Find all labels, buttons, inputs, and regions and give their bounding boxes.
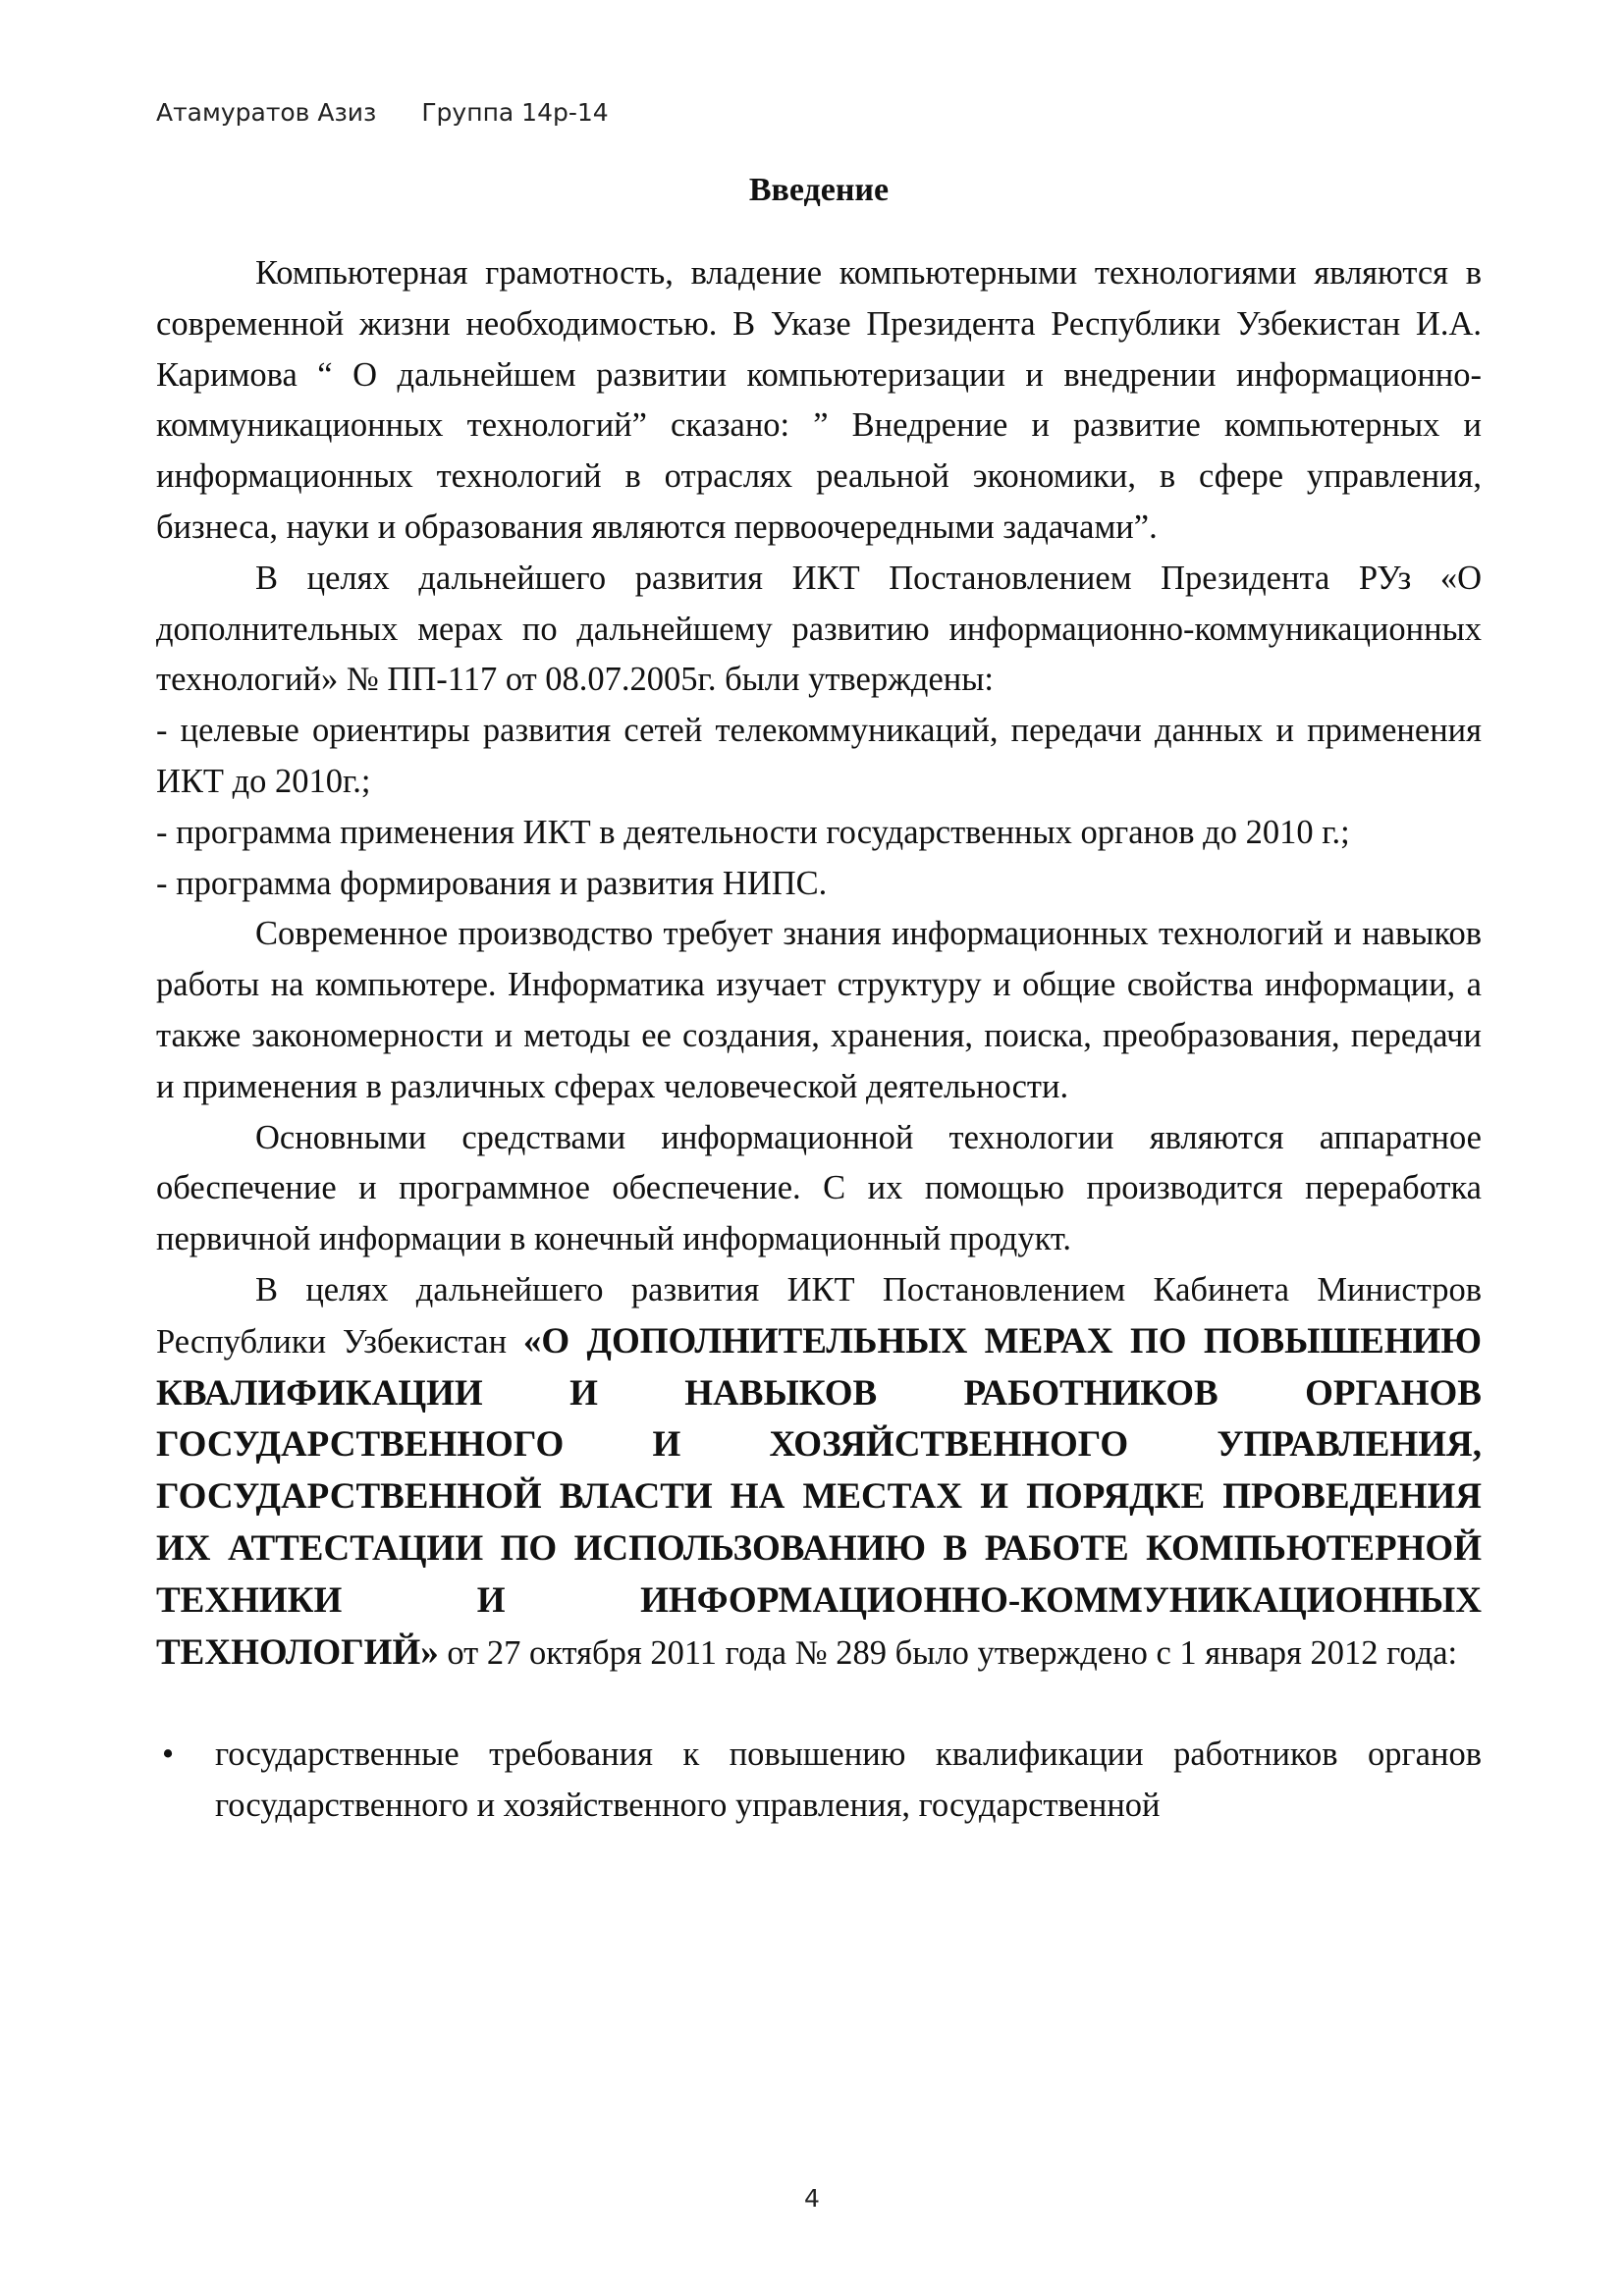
dash-item-program-ikt: - программа применения ИКТ в деятельности государственных органов до 2010 г.; [156, 813, 1350, 851]
document-body [156, 248, 1482, 1832]
spacer [156, 1679, 1482, 1730]
dash-item-program-nips: - программа формирования и развития НИПС. [156, 864, 828, 902]
paragraph-cabinet-resolution [156, 1265, 1482, 1679]
resolution-title: «О ДОПОЛНИТЕЛЬНЫХ МЕРАХ ПО ПОВЫШЕНИЮ КВАЛИФИКАЦИИ И НАВЫКОВ РАБОТНИКОВ ОРГАНОВ ГОСУДАРСТВЕННОГО И ХОЗЯЙСТВЕННОГО УПРАВЛЕНИЯ, ГОСУДАРСТВЕННОЙ ВЛАСТИ НА МЕСТАХ И ПОРЯДКЕ ПРОВЕДЕНИЯ ИХ АТТЕСТАЦИИ ПО ИСПОЛЬЗОВАНИЮ В РАБОТЕ КОМПЬЮТЕРНОЙ ТЕХНИКИ И ИНФОРМАЦИОННО-КОММУНИКАЦИОННЫХ ТЕХНОЛОГИЙ» [156, 1320, 1482, 1673]
dash-item-targets: - целевые ориентиры развития сетей телекоммуникаций, передачи данных и применения ИКТ до 2010г.; [156, 712, 1482, 800]
resolution-intro-text: В целях дальнейшего развития ИКТ Постановлением Кабинета Министров Республики Узбекистан [156, 1270, 1482, 1361]
bullet-icon: • [162, 1735, 175, 1774]
paragraph-decree: В целях дальнейшего развития ИКТ Постановлением Президента РУз «О дополнительных мерах по дальнейшему развитию информационно-коммуникационных технологий» № ПП-117 от 08.07.2005г. были утверждены: [156, 559, 1482, 699]
paragraph-production: Современное производство требует знания информационных технологий и навыков работы на компьютере. Информатика изучает структуру и общие свойства информации, а также закономерности и методы ее создания, хранения, поиска, преобразования, передачи и применения в различных сферах человеческой деятельности. [156, 915, 1482, 1105]
bullet-text: государственные требования к повышению квалификации работников органов государственного и хозяйственного управления, государственной [215, 1735, 1482, 1825]
bullet-list-item [156, 1730, 1482, 1832]
page-header [156, 98, 609, 127]
author-name: Атамуратов Азиз [156, 98, 377, 127]
group-label: Группа 14р-14 [421, 98, 609, 127]
paragraph-means: Основными средствами информационной технологии являются аппаратное обеспечение и программное обеспечение. С их помощью производится переработка первичной информации в конечный информационный продукт. [156, 1118, 1482, 1258]
resolution-date-text: от 27 октября 2011 года № 289 было утверждено с 1 января 2012 года: [438, 1633, 1458, 1672]
paragraph-intro: Компьютерная грамотность, владение компьютерными технологиями являются в современной жизни необходимостью. В Указе Президента Республики Узбекистан И.А. Каримова “ О дальнейшем развитии компьютеризации и внедрении информационно-коммуникационных технологий” сказано: ” Внедрение и развитие компьютерных и информационных технологий в отраслях реальной экономики, в сфере управления, бизнеса, науки и образования являются первоочередными задачами”. [156, 254, 1482, 546]
section-title: Введение [748, 172, 890, 208]
page-number: 4 [804, 2184, 820, 2213]
